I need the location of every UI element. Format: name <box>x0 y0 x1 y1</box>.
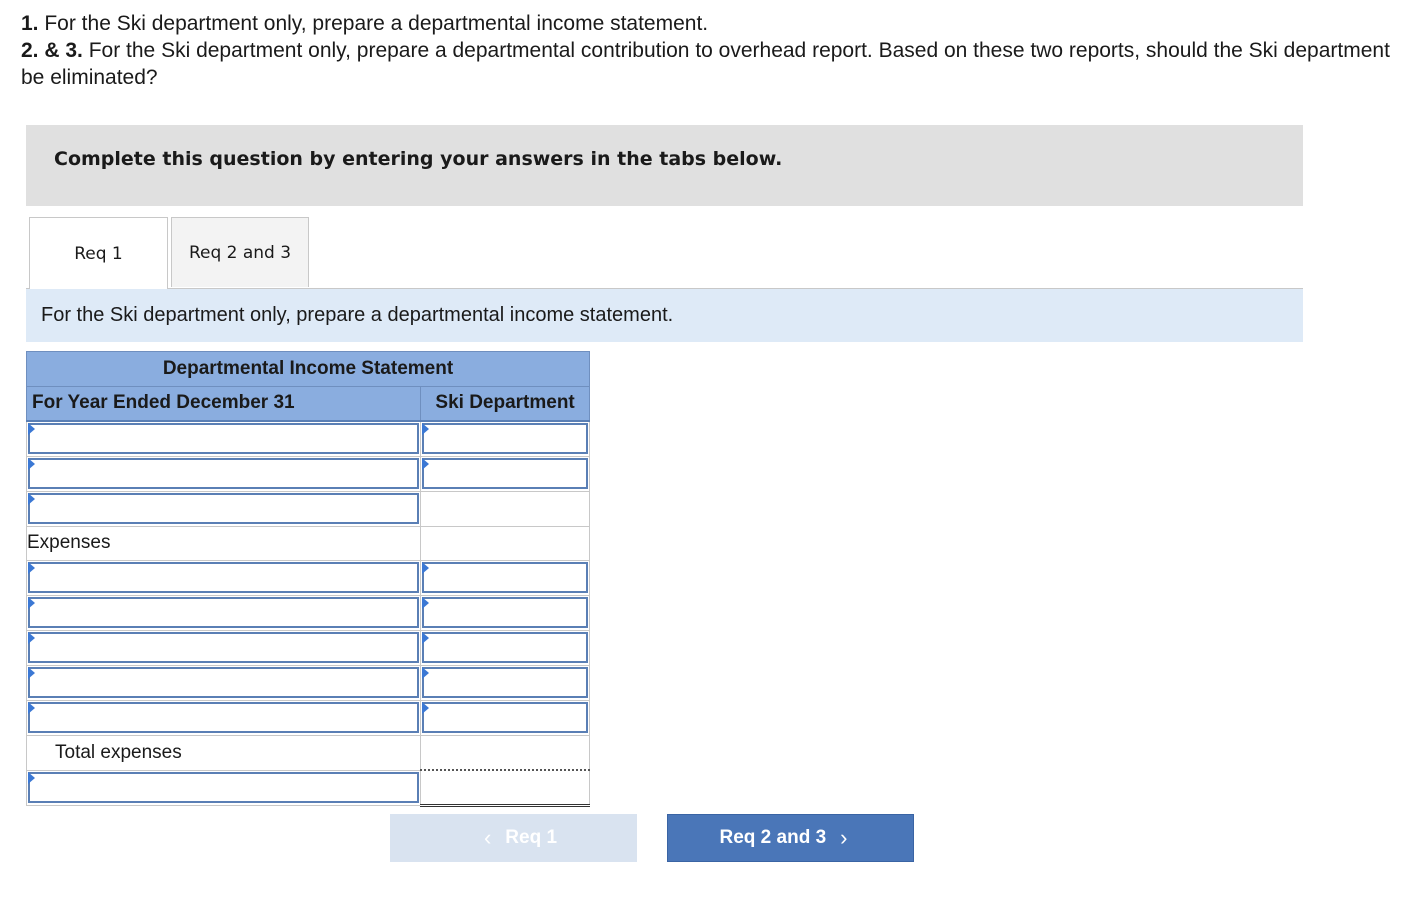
amount-input-1[interactable] <box>422 423 588 454</box>
table-row <box>27 526 590 561</box>
line-label-input-1[interactable] <box>28 423 419 454</box>
next-req-button[interactable] <box>667 814 914 862</box>
expense-amount-input-4[interactable] <box>422 667 588 698</box>
dropdown-marker-icon <box>422 632 429 644</box>
dropdown-marker-icon <box>28 493 35 505</box>
dropdown-marker-icon <box>28 423 35 435</box>
expense-label-input-2[interactable] <box>28 597 419 628</box>
prompt-text: For the Ski department only, prepare a departmental income statement. <box>41 304 674 326</box>
expense-label-input-4[interactable] <box>28 667 419 698</box>
expense-amount-input-2[interactable] <box>422 597 588 628</box>
dropdown-marker-icon <box>28 772 35 784</box>
empty-amount-cell <box>421 491 590 526</box>
table-row <box>27 596 590 631</box>
dropdown-marker-icon <box>422 597 429 609</box>
tab-req-2-and-3-label: Req 2 and 3 <box>188 242 292 263</box>
amount-input-2[interactable] <box>422 458 588 489</box>
prev-req-label: Req 1 <box>505 827 558 848</box>
tab-req-1[interactable] <box>29 217 168 289</box>
total-expenses-amount <box>421 736 590 771</box>
expense-amount-input-3[interactable] <box>422 632 588 663</box>
instruction-banner <box>26 125 1303 206</box>
tab-req-2-and-3[interactable] <box>171 217 309 287</box>
table-row <box>27 770 590 805</box>
line-label-input-3[interactable] <box>28 493 419 524</box>
chevron-right-icon: › <box>840 825 848 850</box>
statement-title: Departmental Income Statement <box>27 352 590 387</box>
dropdown-marker-icon <box>28 702 35 714</box>
dropdown-marker-icon <box>422 423 429 435</box>
req1-text: For the Ski department only, prepare a departmental income statement. <box>38 12 709 35</box>
period-label: For Year Ended December 31 <box>27 387 421 421</box>
final-line-label-input[interactable] <box>28 772 419 803</box>
question-instructions <box>21 10 1416 91</box>
req1-number: 1. <box>21 12 39 35</box>
final-amount-cell <box>421 770 590 805</box>
dropdown-marker-icon <box>28 562 35 574</box>
expense-amount-input-5[interactable] <box>422 702 588 733</box>
expense-label-input-1[interactable] <box>28 562 419 593</box>
next-req-label: Req 2 and 3 <box>719 827 827 848</box>
prev-req-button[interactable] <box>390 814 637 862</box>
empty-amount-cell <box>421 526 590 561</box>
total-expenses-label: Total expenses <box>27 736 421 771</box>
banner-text: Complete this question by entering your answers in the tabs below. <box>54 148 783 170</box>
expenses-label: Expenses <box>27 526 421 561</box>
dropdown-marker-icon <box>422 458 429 470</box>
dropdown-marker-icon <box>422 667 429 679</box>
expense-amount-input-1[interactable] <box>422 562 588 593</box>
column-header-ski-department: Ski Department <box>421 387 590 421</box>
dropdown-marker-icon <box>422 702 429 714</box>
table-row <box>27 666 590 701</box>
table-row <box>27 421 590 457</box>
requirement-tabs <box>26 216 1303 289</box>
tab-req-1-label: Req 1 <box>74 243 123 264</box>
dropdown-marker-icon <box>28 667 35 679</box>
table-row <box>27 701 590 736</box>
req2-3-text: For the Ski department only, prepare a departmental contribution to overhead report. Based on these two reports, should the Ski department be eliminated? <box>21 39 1390 89</box>
chevron-left-icon: ‹ <box>483 825 492 850</box>
dropdown-marker-icon <box>28 632 35 644</box>
dropdown-marker-icon <box>422 562 429 574</box>
departmental-income-statement-table <box>26 351 590 807</box>
table-row <box>27 736 590 771</box>
table-row <box>27 631 590 666</box>
dropdown-marker-icon <box>28 597 35 609</box>
expense-label-input-5[interactable] <box>28 702 419 733</box>
table-row <box>27 561 590 596</box>
line-label-input-2[interactable] <box>28 458 419 489</box>
tab-prompt <box>26 289 1303 342</box>
req2-3-number: 2. & 3. <box>21 39 83 62</box>
table-row <box>27 456 590 491</box>
expense-label-input-3[interactable] <box>28 632 419 663</box>
table-row <box>27 491 590 526</box>
dropdown-marker-icon <box>28 458 35 470</box>
